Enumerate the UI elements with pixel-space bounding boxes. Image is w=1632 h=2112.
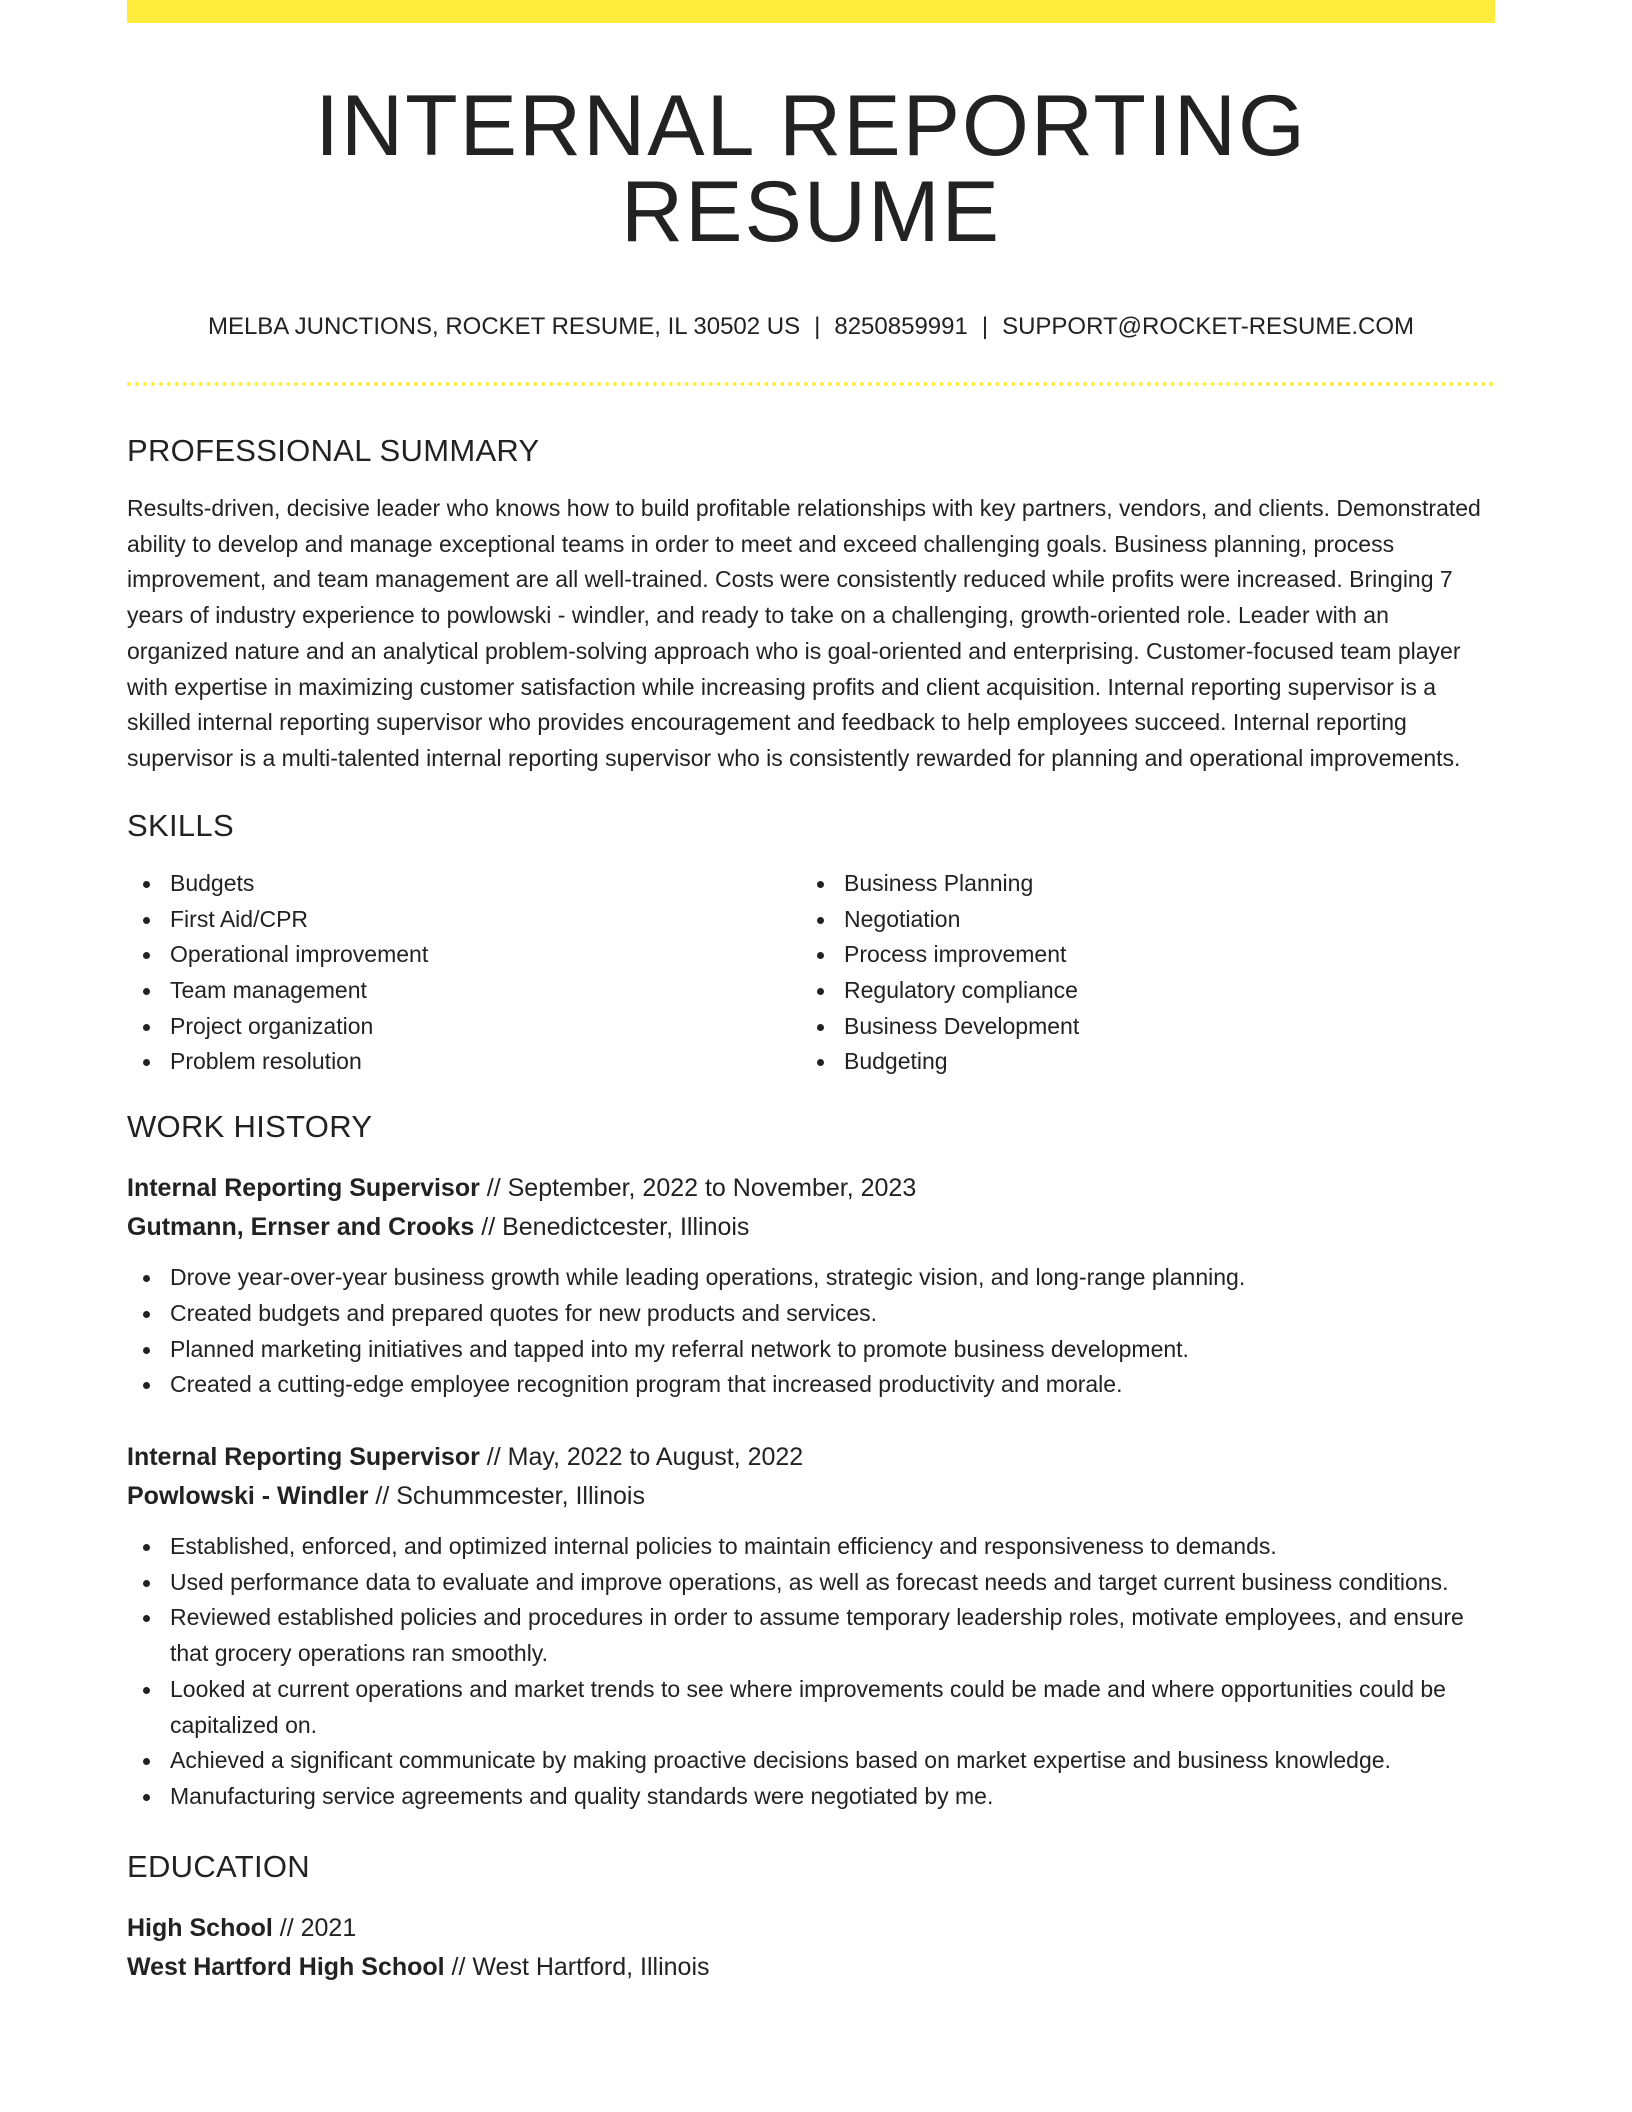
contact-phone: 8250859991 [834,313,968,340]
job-bullet: Created budgets and prepared quotes for new products and services. [127,1296,1495,1332]
dotted-divider [127,382,1495,386]
skill-item: Problem resolution [127,1044,801,1080]
skill-item: Business Development [801,1009,1475,1045]
job-title: Internal Reporting Supervisor [127,1174,480,1203]
job-company: Powlowski - Windler [127,1482,369,1511]
job-dates: // September, 2022 to November, 2023 [479,1174,917,1203]
skills-left-column [127,866,801,1080]
work-history-heading: WORK HISTORY [127,1109,373,1145]
skill-item: Operational improvement [127,937,801,973]
job-bullets [127,1260,1495,1403]
job-title-line [127,1438,1495,1477]
skill-item: First Aid/CPR [127,902,801,938]
job-dates: // May, 2022 to August, 2022 [479,1443,804,1472]
job-company-line [127,1208,1495,1247]
contact-line [127,313,1495,342]
job-bullet: Created a cutting-edge employee recognition program that increased productivity and morale. [127,1367,1495,1403]
job-entry [127,1438,1495,1815]
education-location: // West Hartford, Illinois [444,1952,710,1981]
job-location: // Schummcester, Illinois [368,1482,645,1511]
education-heading: EDUCATION [127,1848,310,1884]
education-degree-line [127,1909,1495,1948]
job-bullet: Drove year-over-year business growth while leading operations, strategic vision, and long-range planning. [127,1260,1495,1296]
job-bullet: Achieved a significant communicate by making proactive decisions based on market expertise and business knowledge. [127,1743,1495,1779]
job-bullet: Used performance data to evaluate and improve operations, as well as forecast needs and target current business conditions. [127,1565,1495,1601]
resume-page [127,0,1495,1987]
job-entry [127,1169,1495,1403]
contact-separator: | [814,313,821,340]
education-school-line [127,1948,1495,1987]
skills-right-column [801,866,1475,1080]
skills-grid [127,866,1495,1080]
job-bullet: Planned marketing initiatives and tapped into my referral network to promote business development. [127,1332,1495,1368]
contact-separator: | [981,313,989,340]
accent-bar [127,0,1495,23]
skill-item: Process improvement [801,937,1475,973]
job-bullet: Established, enforced, and optimized internal policies to maintain efficiency and responsiveness to demands. [127,1529,1495,1565]
job-bullet: Manufacturing service agreements and quality standards were negotiated by me. [127,1779,1495,1815]
skills-heading: SKILLS [127,807,234,843]
summary-text: Results-driven, decisive leader who knows how to build profitable relationships with key partners, vendors, and clients. Demonstrated ability to develop and manage exceptional teams in order to meet and exceed challenging goals. Business planning, process improvement, and team management are all well-trained. Costs were consistently reduced while profits were increased. Bringing 7 years of industry experience to powlowski - windler, and ready to take on a challenging, growth-oriented role. Leader with an organized nature and an analytical problem-solving approach who is goal-oriented and enterprising. Customer-focused team player with expertise in maximizing customer satisfaction while increasing profits and client acquisition. Internal reporting supervisor is a skilled internal reporting supervisor who provides encouragement and feedback to help employees succeed. Internal reporting supervisor is a multi-talented internal reporting supervisor who is consistently rewarded for planning and operational improvements. [127,494,1481,771]
summary-heading: PROFESSIONAL SUMMARY [127,432,540,468]
contact-address: MELBA JUNCTIONS, ROCKET RESUME, IL 30502 US [207,313,801,340]
skill-item: Project organization [127,1009,801,1045]
contact-email: SUPPORT@ROCKET-RESUME.COM [1002,313,1415,340]
education-year: // 2021 [272,1913,357,1942]
job-title-line [127,1169,1495,1208]
skill-item: Budgets [127,866,801,902]
skill-item: Negotiation [801,902,1475,938]
skill-item: Business Planning [801,866,1475,902]
resume-title: INTERNAL REPORTING RESUME [315,78,1307,260]
education-school: West Hartford High School [127,1952,445,1981]
skill-item: Regulatory compliance [801,973,1475,1009]
job-title: Internal Reporting Supervisor [127,1443,480,1472]
education-degree: High School [127,1913,273,1942]
job-bullet: Looked at current operations and market trends to see where improvements could be made and where opportunities could be capitalized on. [127,1672,1495,1743]
job-location: // Benedictcester, Illinois [474,1213,750,1242]
job-company-line [127,1477,1495,1516]
skill-item: Budgeting [801,1044,1475,1080]
job-company: Gutmann, Ernser and Crooks [127,1213,475,1242]
skill-item: Team management [127,973,801,1009]
job-bullet: Reviewed established policies and procedures in order to assume temporary leadership roles, motivate employees, and ensure that grocery operations ran smoothly. [127,1600,1495,1671]
job-bullets [127,1529,1495,1815]
